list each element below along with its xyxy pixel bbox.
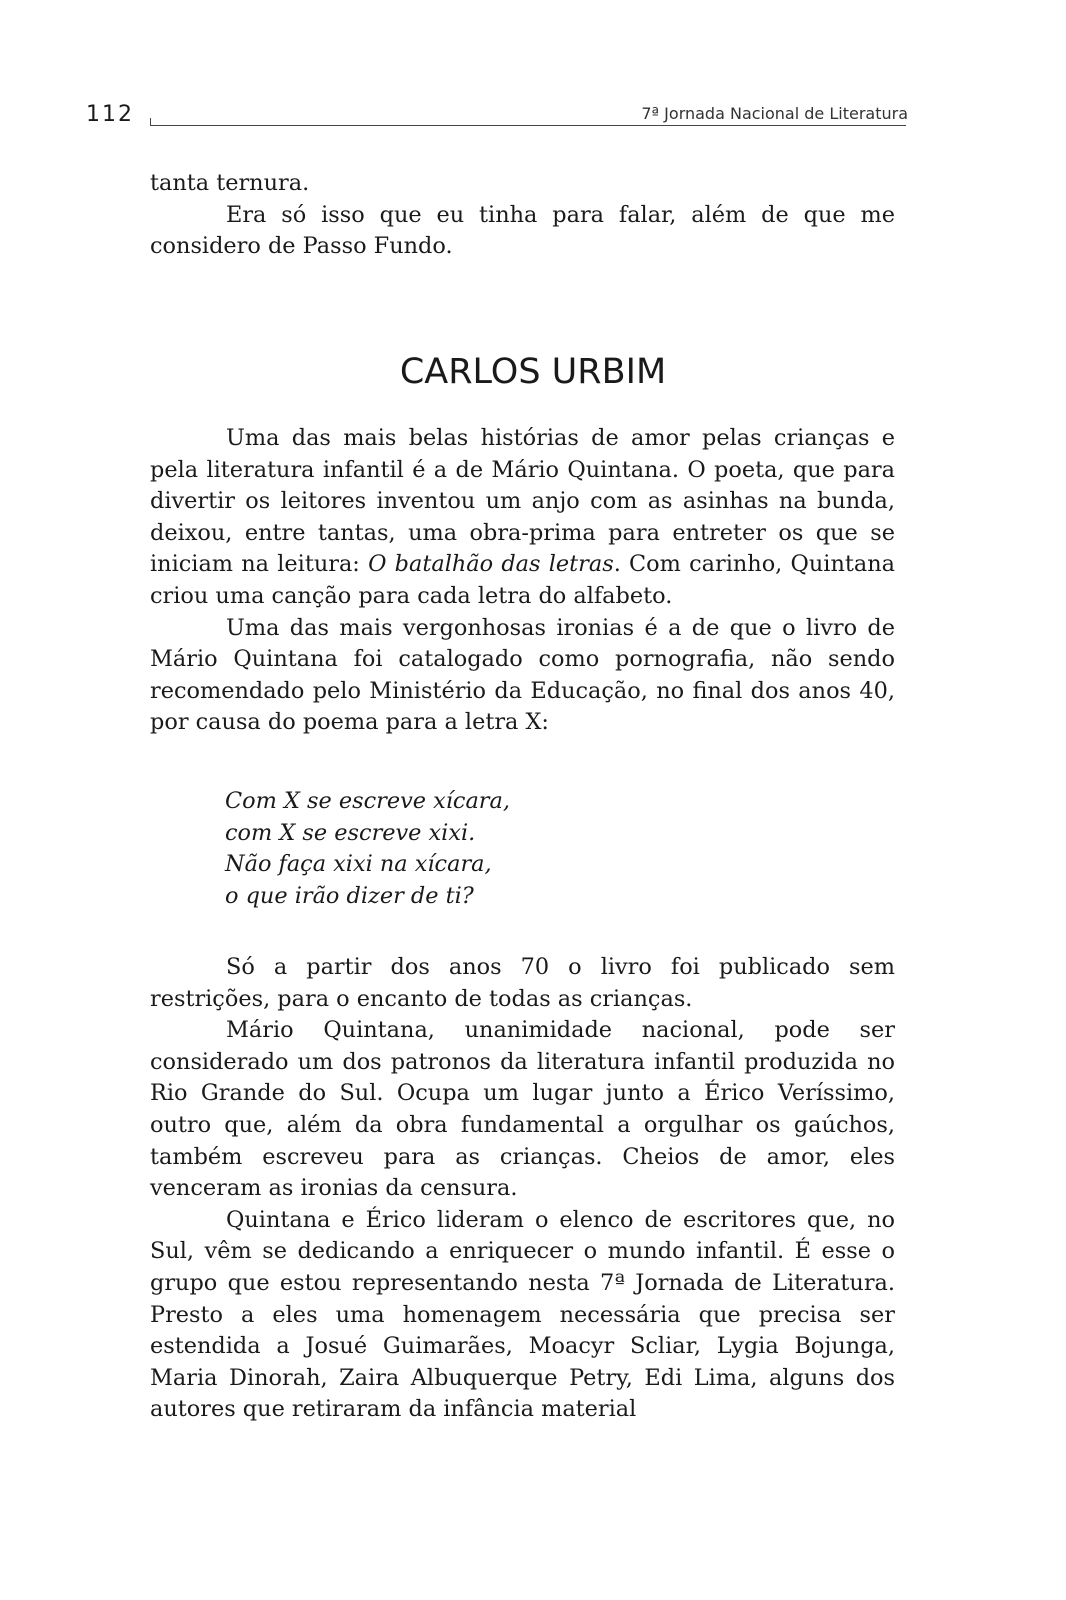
paragraph-3: Só a partir dos anos 70 o livro foi publicado sem restrições, para o encanto de todas as crianças.: [150, 954, 895, 1012]
book-title: O batalhão das letras: [368, 551, 614, 578]
paragraph-5: Quintana e Érico lideram o elenco de escritores que, no Sul, vêm se dedicando a enriquecer o mundo infantil. É esse o grupo que estou representando nesta 7ª Jornada de Literatura. Presto a eles uma homenagem necessária que precisa ser estendida a Josué Guimarães, Moacyr Scliar, Lygia Bojunga, Maria Dinorah, Zaira Albuquerque Petry, Edi Lima, alguns dos autores que retiraram da infância material: [150, 1206, 895, 1423]
poem: [225, 786, 510, 912]
page-header: [0, 0, 1066, 140]
intro-paragraph: Era só isso que eu tinha para falar, além de que me considero de Passo Fundo.: [150, 201, 895, 260]
paragraph-4: Mário Quintana, unanimidade nacional, pode ser considerado um dos patronos da literatura infantil produzida no Rio Grande do Sul. Ocupa um lugar junto a Érico Veríssimo, outro que, além da obra fundamental a orgulhar os gaúchos, também escreveu para as crianças. Cheios de amor, eles venceram as ironias da censura.: [150, 1017, 895, 1202]
section-body-bottom: [150, 952, 895, 1426]
poem-line: Não faça xixi na xícara,: [225, 851, 492, 878]
intro-block: [150, 168, 895, 263]
section-title: CARLOS URBIM: [399, 352, 667, 392]
paragraph-1-before: Uma das mais belas histórias de amor pelas crianças e pela literatura infantil é a de Mário Quintana. O poeta, que para divertir os leitores inventou um anjo com as asinhas na bunda, deixou, entre tantas, uma obra-prima para entreter os que se iniciam na leitura:: [150, 425, 895, 578]
running-title: 7ª Jornada Nacional de Literatura: [641, 104, 908, 123]
poem-line: com X se escreve xixi.: [225, 819, 476, 846]
paragraph-2: Uma das mais vergonhosas ironias é a de que o livro de Mário Quintana foi catalogado como pornografia, não sendo recomendado pelo Ministério da Educação, no final dos anos 40, por causa do poema para a letra X:: [150, 614, 895, 736]
poem-line: o que irão dizer de ti?: [225, 882, 474, 909]
intro-line: tanta ternura.: [150, 170, 310, 196]
paragraph-1: [150, 423, 895, 613]
section-body-top: [150, 423, 895, 739]
poem-line: Com X se escreve xícara,: [225, 788, 510, 814]
header-rule: [150, 125, 906, 126]
paragraph-1-after: . Com carinho, Quintana criou uma canção para cada letra do alfabeto.: [150, 551, 896, 609]
page-number: 112: [86, 102, 134, 127]
